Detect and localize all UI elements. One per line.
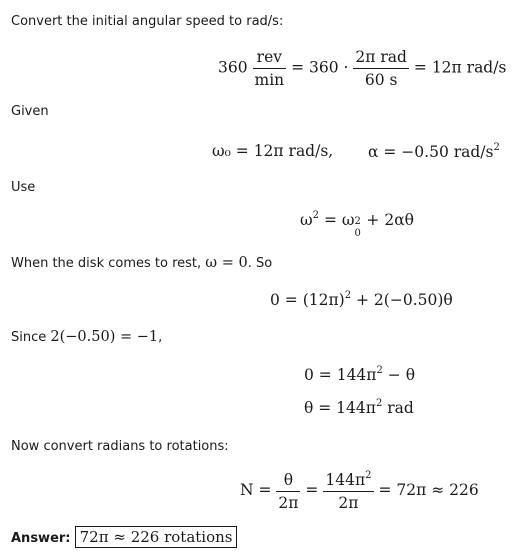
eq7-lead: N = (240, 481, 272, 499)
eq7-f1-numerator: θ (283, 470, 294, 489)
rest-text-lead: When the disk comes to rest, (11, 256, 202, 271)
equation-simplified (304, 365, 415, 384)
rest-text (11, 255, 272, 271)
eq1-fraction-rev-min (253, 48, 287, 89)
equation-theta (304, 398, 414, 417)
eq7-f2-numerator: $144\pi^2$ (325, 470, 372, 489)
since-math: 2(−0.50) = −1 (50, 329, 159, 345)
eq2-alpha: α = −0.50 rad/s (368, 143, 494, 161)
eq3-rest: + 2αθ (361, 211, 415, 229)
eq1-f2-denominator: 60 s (364, 71, 398, 89)
eq1-result: = 12π rad/s (413, 58, 507, 77)
eq4-a-exp: 2 (344, 290, 352, 301)
use-text: Use (11, 180, 36, 195)
eq7-result: = 72π ≈ 226 (378, 481, 479, 499)
eq7-mid: = (305, 481, 319, 499)
since-lead: Since (11, 330, 47, 345)
eq1-mid: = 360 · (291, 58, 349, 77)
eq4-b: + 2(−0.50)θ (351, 291, 453, 309)
eq6-a-exp: 2 (375, 398, 383, 409)
eq5-a-exp: 2 (376, 365, 383, 376)
eq3-lhs: ω (300, 211, 313, 229)
equation-given-alpha (368, 142, 500, 161)
eq3-eq: = ω (319, 211, 355, 229)
answer-line (11, 528, 237, 546)
eq1-fraction-rad-s (353, 48, 409, 89)
eq4-a: 0 = (12π) (270, 291, 345, 309)
equation-kinematic (300, 210, 415, 239)
eq7-fraction-theta (276, 471, 300, 512)
eq3-lhs-exp: 2 (312, 210, 320, 221)
equation-given-omega: ω₀ = 12π rad/s, (212, 142, 334, 160)
since-text (11, 329, 162, 345)
equation-conversion (218, 48, 506, 89)
eq1-f1-numerator: rev (256, 48, 283, 66)
eq7-f1-denominator: 2π (278, 493, 299, 512)
rest-so: . So (247, 256, 273, 271)
since-comma: , (158, 330, 163, 345)
eq5-a: 0 = 144π (304, 366, 377, 384)
eq3-sub: 0 (354, 228, 361, 239)
equation-rotations (240, 470, 479, 512)
eq1-f1-denominator: min (254, 71, 285, 89)
eq1-f2-numerator: 2π rad (355, 48, 407, 66)
rest-math: ω = 0 (205, 255, 248, 271)
answer-box: 72π ≈ 226 rotations (75, 526, 238, 548)
eq6-a: θ = 144π (304, 399, 376, 417)
eq5-b: − θ (382, 366, 416, 384)
now-text: Now convert radians to rotations: (11, 439, 229, 454)
equation-rest (270, 290, 453, 309)
eq7-fraction-144pi (323, 470, 373, 512)
answer-label: Answer: (11, 531, 71, 546)
given-text: Given (11, 104, 49, 119)
eq6-b: rad (382, 399, 414, 417)
eq3-sup: 2 (354, 216, 361, 227)
eq1-lead: 360 (218, 58, 248, 77)
eq2-alpha-exponent: 2 (493, 142, 500, 153)
intro-text: Convert the initial angular speed to rad/s: (11, 14, 284, 29)
eq7-f2-denominator: 2π (338, 494, 359, 512)
